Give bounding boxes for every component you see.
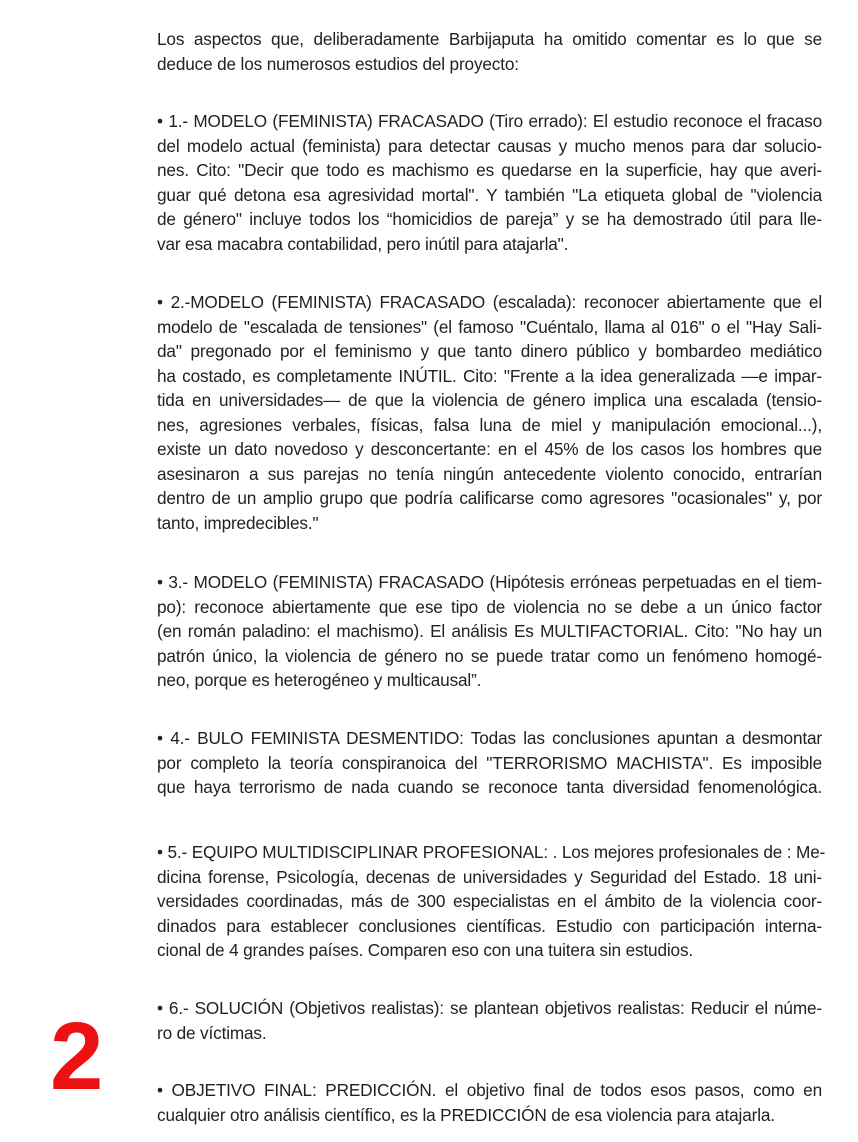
text-line: da" pregonado por el feminismo y que tanto dinero público y bombardeo mediático (157, 341, 822, 361)
text-line: tida en universidades— de que la violencia de género implica una escalada (tensio- (157, 390, 822, 410)
text-line: patrón único, la violencia de género no se puede tratar como un fenómeno homogé- (157, 645, 822, 666)
point-5-paragraph (157, 840, 826, 963)
text-line: • 1.- MODELO (FEMINISTA) FRACASADO (Tiro errado): El estudio reconoce el fracaso (157, 111, 822, 131)
text-line: neo, porque es heterogéneo y multicausal”. (157, 670, 482, 690)
text-line: existe un dato novedoso y desconcertante: en el 45% de los casos los hombres que (157, 439, 822, 459)
text-line: que haya terrorismo de nada cuando se reconoce tanta diversidad fenomenológica. (157, 777, 822, 797)
text-line: por completo la teoría conspiranoica del "TERRORISMO MACHISTA". Es imposible (157, 752, 822, 773)
text-line: nes, agresiones verbales, físicas, falsa luna de miel y manipulación emocional...), (157, 414, 822, 435)
page-number: 2 (50, 1003, 104, 1110)
text-line: dinados para establecer conclusiones científicas. Estudio con participación interna- (157, 915, 822, 936)
text-line: Los aspectos que, deliberadamente Barbijaputa ha omitido comentar es lo que se (157, 29, 822, 49)
point-6-paragraph (157, 996, 822, 1045)
text-line: • 2.-MODELO (FEMINISTA) FRACASADO (escalada): reconocer abiertamente que el (157, 292, 822, 312)
text-line: modelo de "escalada de tensiones" (el famoso "Cuéntalo, llama al 016" o el "Hay Sali- (157, 316, 822, 337)
intro-paragraph (157, 27, 822, 76)
point-1-paragraph (157, 109, 822, 256)
text-line: • OBJETIVO FINAL: PREDICCIÓN. el objetivo final de todos esos pasos, como en (157, 1080, 822, 1100)
text-line: dentro de un amplio grupo que podría calificarse como agresores "ocasionales" y, por (157, 488, 822, 508)
text-line: cional de 4 grandes países. Comparen eso con una tuitera sin estudios. (157, 940, 694, 960)
text-line: nes. Cito: "Decir que todo es machismo es quedarse en la superficie, hay que averi- (157, 160, 822, 180)
text-line: cualquier otro análisis científico, es la PREDICCIÓN de esa violencia para atajarla. (157, 1104, 775, 1125)
text-line: dicina forense, Psicología, decenas de universidades y Seguridad del Estado. 18 uni- (157, 866, 822, 887)
text-line: guar qué detona esa agresividad mortal". Y también "La etiqueta global de "violencia (157, 184, 822, 205)
text-line: del modelo actual (feminista) para detectar causas y mucho menos para dar solucio- (157, 135, 822, 156)
point-4-paragraph (157, 726, 822, 800)
text-line: • 5.- EQUIPO MULTIDISCIPLINAR PROFESIONAL: . Los mejores profesionales de : Me- (157, 842, 826, 862)
point-3-paragraph (157, 570, 822, 693)
text-line: • 4.- BULO FEMINISTA DESMENTIDO: Todas las conclusiones apuntan a desmontar (157, 728, 822, 748)
text-line: var esa macabra contabilidad, pero inútil para atajarla". (157, 233, 569, 254)
text-line: (en román paladino: el machismo). El análisis Es MULTIFACTORIAL. Cito: "No hay un (157, 621, 822, 641)
text-line: po): reconoce abiertamente que ese tipo de violencia no se debe a un único factor (157, 596, 822, 617)
text-line: versidades coordinadas, más de 300 especialistas en el ámbito de la violencia coor- (157, 891, 822, 911)
text-line: de género" incluye todos los “homicidios de pareja” y se ha demostrado útil para lle- (157, 209, 822, 229)
point-2-paragraph (157, 290, 822, 535)
text-line: tanto, impredecibles." (157, 512, 319, 533)
text-line: deduce de los numerosos estudios del proyecto: (157, 53, 519, 74)
text-line: • 6.- SOLUCIÓN (Objetivos realistas): se plantean objetivos realistas: Reducir el núme- (157, 998, 822, 1018)
final-objective-paragraph (157, 1078, 822, 1127)
text-line: ro de víctimas. (157, 1022, 267, 1043)
text-line: ha costado, es completamente INÚTIL. Cito: "Frente a la idea generalizada —e impar- (157, 365, 822, 386)
text-line: • 3.- MODELO (FEMINISTA) FRACASADO (Hipótesis erróneas perpetuadas en el tiem- (157, 572, 822, 592)
text-line: asesinaron a sus parejas no tenía ningún antecedente violento conocido, entrarían (157, 463, 822, 484)
